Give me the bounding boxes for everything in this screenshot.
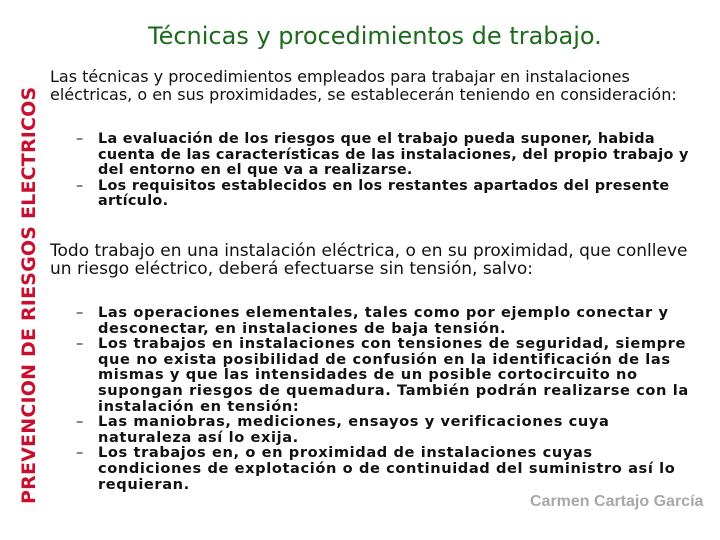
list-item — [76, 414, 702, 445]
list-item-text: La evaluación de los riesgos que el trabajo pueda suponer, habida cuenta de las características de las instalaciones, del propio trabajo y del entorno en el que va a realizarse. — [98, 131, 689, 179]
list-item — [76, 336, 702, 414]
side-title: PREVENCION DE RIESGOS ELECTRICOS — [18, 86, 40, 504]
slide-title: Técnicas y procedimientos de trabajo. — [148, 22, 602, 50]
dash-bullet: – — [76, 444, 84, 462]
exception-list — [76, 305, 702, 492]
intro-paragraph: Las técnicas y procedimientos empleados para trabajar en instalaciones eléctricas, o en sus proximidades, se establecerán teniendo en consideración: — [50, 67, 677, 104]
list-item-text: Los requisitos establecidos en los restantes apartados del presente artículo. — [98, 177, 670, 210]
dash-bullet: – — [76, 177, 84, 194]
list-item-text: Las maniobras, mediciones, ensayos y verificaciones cuya naturaleza así lo exija. — [98, 413, 610, 446]
list-item — [76, 132, 702, 179]
author-watermark: Carmen Cartajo García — [530, 493, 704, 510]
consideration-list — [76, 132, 702, 210]
list-item-text: Los trabajos en instalaciones con tensiones de seguridad, siempre que no exista posibilidad de confusión en la identificación de las mismas y que las intensidades de un posible cortocircuito no supongan riesgos de quemadura. También podrán realizarse con la instalación en tensión: — [98, 335, 689, 415]
dash-bullet: – — [76, 131, 84, 147]
list-item — [76, 445, 702, 492]
list-item-text: Los trabajos en, o en proximidad de instalaciones cuyas condiciones de explotación o de continuidad del suministro así lo requieran. — [98, 444, 676, 493]
dash-bullet: – — [76, 413, 84, 431]
list-item — [76, 179, 702, 210]
rule-paragraph: Todo trabajo en una instalación eléctrica, o en su proximidad, que conlleve un riesgo eléctrico, deberá efectuarse sin tensión, salvo: — [50, 241, 688, 279]
dash-bullet: – — [76, 335, 84, 353]
dash-bullet: – — [76, 304, 84, 321]
list-item — [76, 305, 702, 336]
list-item-text: Las operaciones elementales, tales como por ejemplo conectar y desconectar, en instalaciones de baja tensión. — [98, 304, 669, 337]
